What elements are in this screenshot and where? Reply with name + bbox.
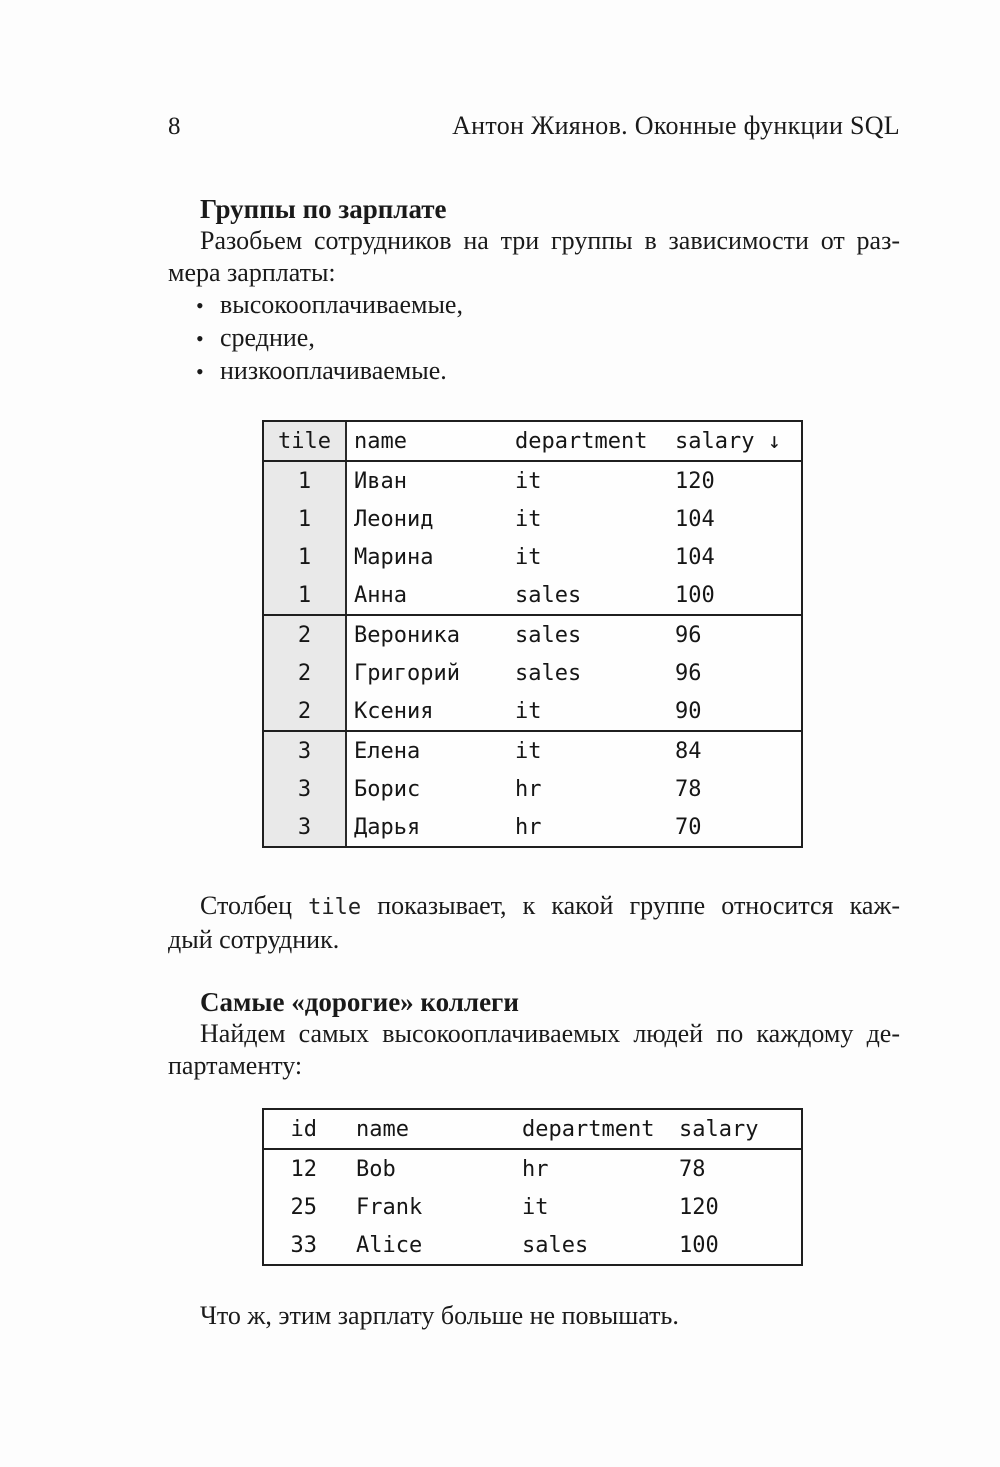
table-row-group3-start (264, 730, 801, 770)
cell-name: Иван (354, 468, 407, 494)
cell-salary: 100 (675, 582, 715, 608)
paragraph-intro-top-paid (168, 1018, 900, 1082)
cell-name: Вероника (354, 622, 460, 648)
table-row (264, 808, 801, 846)
column-header-department: department (522, 1116, 655, 1142)
cell-id: 12 (290, 1156, 317, 1182)
table-row (264, 462, 801, 500)
cell-salary: 104 (675, 506, 715, 532)
cell-name: Ксения (354, 698, 434, 724)
cell-tile: 1 (264, 538, 347, 576)
list-item (168, 289, 900, 322)
list-item (168, 355, 900, 388)
cell-department: hr (515, 814, 542, 840)
cell-tile: 1 (264, 462, 347, 500)
cell-name: Bob (356, 1156, 396, 1182)
table-row (264, 692, 801, 730)
cell-tile: 2 (264, 692, 347, 730)
cell-department: sales (515, 660, 582, 686)
cell-tile: 3 (264, 732, 347, 770)
cell-salary: 90 (675, 698, 702, 724)
cell-department: hr (515, 776, 542, 802)
bullet-icon: • (196, 326, 204, 351)
table-header-row (264, 1110, 801, 1150)
cell-name: Елена (354, 738, 421, 764)
cell-department: it (515, 468, 542, 494)
cell-id: 33 (290, 1232, 317, 1258)
cell-name: Григорий (354, 660, 460, 686)
table-row (264, 654, 801, 692)
column-header-id: id (290, 1116, 317, 1142)
cell-name: Анна (354, 582, 407, 608)
cell-department: hr (522, 1156, 549, 1182)
bullet-icon: • (196, 293, 204, 318)
cell-department: it (515, 506, 542, 532)
bullet-list (168, 289, 900, 388)
cell-tile: 3 (264, 770, 347, 808)
top-paid-table (262, 1108, 803, 1266)
table-row (264, 1188, 801, 1226)
cell-department: it (515, 738, 542, 764)
cell-name: Frank (356, 1194, 423, 1220)
table-row (264, 770, 801, 808)
cell-salary: 104 (675, 544, 715, 570)
cell-department: it (522, 1194, 549, 1220)
cell-tile: 2 (264, 654, 347, 692)
column-header-department: department (515, 428, 648, 454)
cell-salary: 120 (675, 468, 715, 494)
paragraph-tile-explanation (168, 890, 900, 956)
cell-department: sales (522, 1232, 589, 1258)
cell-tile: 2 (264, 616, 347, 654)
list-item (168, 322, 900, 355)
paragraph-line: партаменту: (168, 1051, 303, 1080)
table-row (264, 1150, 801, 1188)
page-number: 8 (168, 113, 181, 140)
cell-name: Марина (354, 544, 434, 570)
cell-tile: 1 (264, 576, 347, 614)
column-header-tile: tile (264, 422, 347, 460)
cell-tile: 1 (264, 500, 347, 538)
table-row (264, 500, 801, 538)
running-title: Антон Жиянов. Оконные функции SQL (452, 111, 900, 140)
column-header-salary-sorted-desc: salary ↓ (675, 428, 781, 454)
running-head (168, 112, 900, 141)
paragraph-line (168, 890, 900, 924)
cell-salary: 78 (679, 1156, 706, 1182)
cell-name: Дарья (354, 814, 421, 840)
cell-salary: 70 (675, 814, 702, 840)
paragraph-line: Найдем самых высокооплачиваемых людей по каждому де- (200, 1019, 900, 1048)
column-header-name: name (356, 1116, 409, 1142)
cell-name: Борис (354, 776, 421, 802)
paragraph-line: Что ж, этим зарплату больше не повышать. (200, 1301, 679, 1330)
list-item-label: высокооплачиваемые, (220, 290, 463, 319)
cell-id: 25 (290, 1194, 317, 1220)
salary-groups-table (262, 420, 803, 848)
table-header-row (264, 422, 801, 462)
bullet-icon: • (196, 359, 204, 384)
cell-department: it (515, 544, 542, 570)
list-item-label: низкооплачиваемые. (220, 356, 447, 385)
cell-name: Леонид (354, 506, 434, 532)
column-header-name: name (354, 428, 407, 454)
cell-salary: 96 (675, 622, 702, 648)
table-row (264, 576, 801, 614)
cell-salary: 84 (675, 738, 702, 764)
table-row (264, 1226, 801, 1264)
cell-salary: 96 (675, 660, 702, 686)
cell-department: it (515, 698, 542, 724)
cell-salary: 100 (679, 1232, 719, 1258)
cell-department: sales (515, 582, 582, 608)
list-item-label: средние, (220, 323, 315, 352)
column-header-salary: salary (679, 1116, 759, 1142)
cell-tile: 3 (264, 808, 347, 846)
section-heading-expensive-colleagues: Самые «дорогие» коллеги (200, 987, 519, 1017)
cell-department: sales (515, 622, 582, 648)
cell-salary: 120 (679, 1194, 719, 1220)
cell-name: Alice (356, 1232, 423, 1258)
inline-code-tile: tile (308, 895, 362, 920)
text-segment: показывает, к какой группе относится каж- (377, 891, 901, 920)
text-segment: Столбец (200, 891, 292, 920)
paragraph-line: мера зарплаты: (168, 258, 336, 287)
paragraph-intro-groups (168, 225, 900, 289)
cell-salary: 78 (675, 776, 702, 802)
paragraph-line: Разобьем сотрудников на три группы в зависимости от раз- (200, 226, 900, 255)
table-row-group2-start (264, 614, 801, 654)
paragraph-line: дый сотрудник. (168, 925, 340, 954)
section-heading-salary-groups: Группы по зарплате (200, 194, 447, 224)
paragraph-outro (168, 1300, 900, 1332)
table-row (264, 538, 801, 576)
